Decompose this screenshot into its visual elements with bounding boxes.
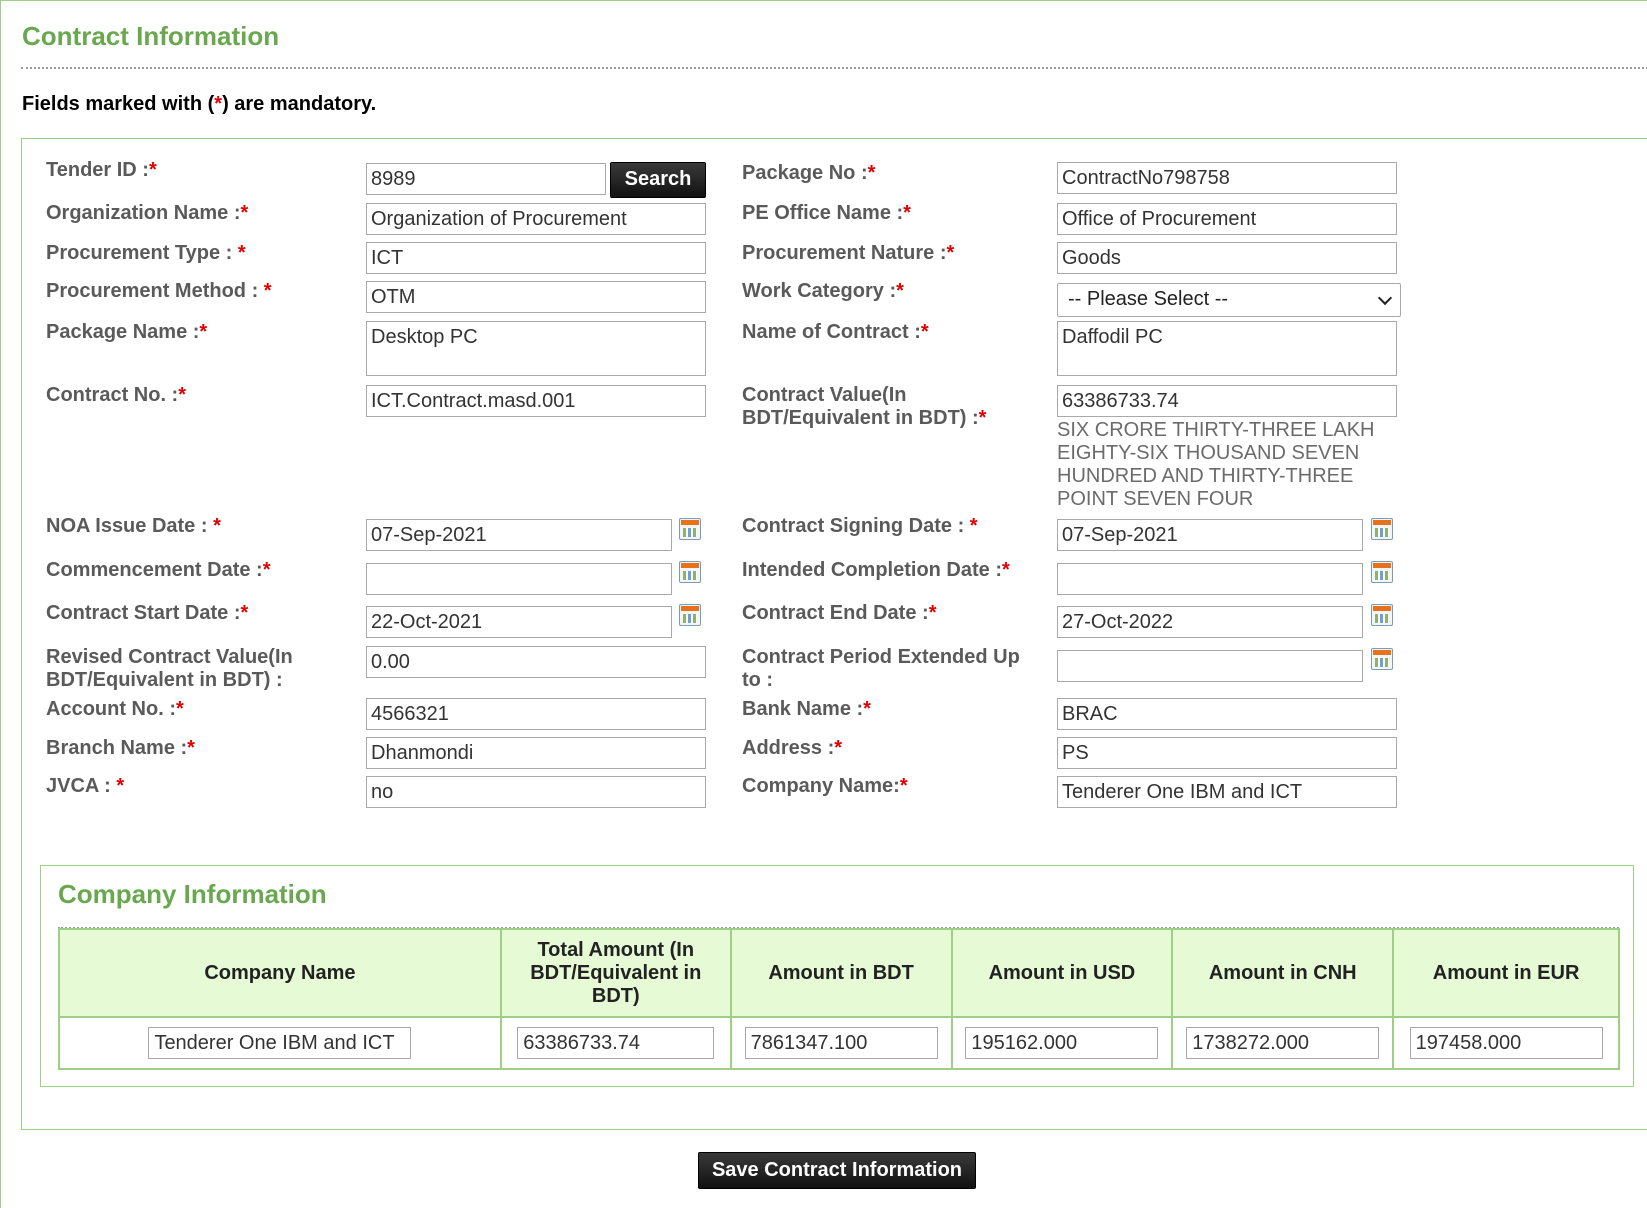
account-no-input[interactable]: 4566321: [366, 698, 706, 730]
cell-amount-cnh: [1172, 1017, 1393, 1069]
calendar-icon[interactable]: [1371, 561, 1393, 583]
noa-issue-date-input[interactable]: 07-Sep-2021: [366, 519, 672, 551]
contract-end-date-input[interactable]: 27-Oct-2022: [1057, 606, 1363, 638]
package-name-textarea[interactable]: Desktop PC: [366, 321, 706, 376]
total-amount-input[interactable]: 63386733.74: [517, 1027, 714, 1059]
amount-eur-input[interactable]: 197458.000: [1410, 1027, 1603, 1059]
organization-name-input[interactable]: Organization of Procurement: [366, 203, 706, 235]
label-package-name: Package Name :*: [46, 321, 208, 343]
cell-amount-usd: [952, 1017, 1173, 1069]
contract-period-extended-input[interactable]: [1057, 650, 1363, 682]
table-row: [59, 1017, 1619, 1069]
col-amount-eur: Amount in EUR: [1393, 929, 1619, 1017]
label-revised-contract-value: Revised Contract Value(In BDT/Equivalent in BDT) :: [46, 646, 293, 691]
col-total-amount: Total Amount (In BDT/Equivalent in BDT): [501, 929, 731, 1017]
mandatory-note-suffix: ) are mandatory.: [222, 93, 377, 115]
table-header-row: [59, 929, 1619, 1017]
col-amount-usd: Amount in USD: [952, 929, 1173, 1017]
procurement-type-input[interactable]: ICT: [366, 242, 706, 274]
mandatory-note: [22, 93, 376, 116]
address-input[interactable]: PS: [1057, 737, 1397, 769]
amount-bdt-input[interactable]: 7861347.100: [745, 1027, 938, 1059]
label-contract-no: Contract No. :*: [46, 384, 187, 406]
label-procurement-method: Procurement Method : *: [46, 280, 272, 302]
save-contract-button[interactable]: Save Contract Information: [698, 1152, 976, 1189]
required-star: *: [214, 93, 223, 115]
calendar-icon[interactable]: [1371, 604, 1393, 626]
label-name-of-contract: Name of Contract :*: [742, 321, 929, 343]
branch-name-input[interactable]: Dhanmondi: [366, 737, 706, 769]
company-section-title: Company Information: [58, 879, 327, 909]
name-of-contract-textarea[interactable]: Daffodil PC: [1057, 321, 1397, 376]
label-tender-id: Tender ID :*: [46, 159, 157, 181]
label-contract-value: Contract Value(In BDT/Equivalent in BDT) :*: [742, 384, 987, 429]
pe-office-name-input[interactable]: Office of Procurement: [1057, 203, 1397, 235]
bank-name-input[interactable]: BRAC: [1057, 698, 1397, 730]
calendar-icon[interactable]: [679, 518, 701, 540]
intended-completion-date-input[interactable]: [1057, 563, 1363, 595]
label-company-name: Company Name:*: [742, 775, 908, 797]
procurement-nature-input[interactable]: Goods: [1057, 242, 1397, 274]
label-pe-office-name: PE Office Name :*: [742, 202, 911, 224]
col-amount-bdt: Amount in BDT: [731, 929, 952, 1017]
label-package-no: Package No :*: [742, 162, 876, 184]
cell-total-amount: [501, 1017, 731, 1069]
revised-contract-value-input[interactable]: 0.00: [366, 646, 706, 678]
label-procurement-type: Procurement Type : *: [46, 242, 246, 264]
label-work-category: Work Category :*: [742, 280, 904, 302]
page-title: Contract Information: [22, 21, 280, 51]
contract-start-date-input[interactable]: 22-Oct-2021: [366, 606, 672, 638]
label-bank-name: Bank Name :*: [742, 698, 871, 720]
contract-value-in-words: SIX CRORE THIRTY-THREE LAKH EIGHTY-SIX THOUSAND SEVEN HUNDRED AND THIRTY-THREE POINT SEVEN FOUR: [1057, 419, 1375, 510]
procurement-method-input[interactable]: OTM: [366, 281, 706, 313]
company-name-cell-input[interactable]: Tenderer One IBM and ICT: [148, 1027, 411, 1059]
cell-amount-bdt: [731, 1017, 952, 1069]
label-organization-name: Organization Name :*: [46, 202, 249, 224]
label-address: Address :*: [742, 737, 843, 759]
calendar-icon[interactable]: [679, 604, 701, 626]
company-table: [58, 928, 1620, 1070]
calendar-icon[interactable]: [679, 561, 701, 583]
cell-company-name: [59, 1017, 501, 1069]
label-contract-period-extended: Contract Period Extended Up to :: [742, 646, 1020, 691]
mandatory-note-prefix: Fields marked with (: [22, 93, 215, 115]
label-intended-completion-date: Intended Completion Date :*: [742, 559, 1010, 581]
package-no-input[interactable]: ContractNo798758: [1057, 162, 1397, 194]
label-noa-issue-date: NOA Issue Date : *: [46, 515, 221, 537]
tender-id-input[interactable]: 8989: [366, 163, 606, 195]
cell-amount-eur: [1393, 1017, 1619, 1069]
label-contract-end-date: Contract End Date :*: [742, 602, 937, 624]
label-contract-signing-date: Contract Signing Date : *: [742, 515, 978, 537]
contract-value-input[interactable]: 63386733.74: [1057, 385, 1397, 417]
contract-no-input[interactable]: ICT.Contract.masd.001: [366, 385, 706, 417]
calendar-icon[interactable]: [1371, 518, 1393, 540]
commencement-date-input[interactable]: [366, 563, 672, 595]
calendar-icon[interactable]: [1371, 648, 1393, 670]
jvca-input[interactable]: no: [366, 776, 706, 808]
label-account-no: Account No. :*: [46, 698, 184, 720]
amount-cnh-input[interactable]: 1738272.000: [1186, 1027, 1379, 1059]
company-name-input[interactable]: Tenderer One IBM and ICT: [1057, 776, 1397, 808]
label-jvca: JVCA : *: [46, 775, 125, 797]
amount-usd-input[interactable]: 195162.000: [965, 1027, 1158, 1059]
search-button[interactable]: Search: [610, 162, 706, 198]
label-commencement-date: Commencement Date :*: [46, 559, 271, 581]
label-contract-start-date: Contract Start Date :*: [46, 602, 249, 624]
label-branch-name: Branch Name :*: [46, 737, 195, 759]
label-procurement-nature: Procurement Nature :*: [742, 242, 955, 264]
chevron-down-icon: [1378, 291, 1392, 305]
work-category-select[interactable]: [1057, 283, 1401, 317]
col-company-name: Company Name: [59, 929, 501, 1017]
title-divider: [21, 67, 1647, 69]
work-category-selected: -- Please Select --: [1068, 288, 1229, 310]
contract-signing-date-input[interactable]: 07-Sep-2021: [1057, 519, 1363, 551]
col-amount-cnh: Amount in CNH: [1172, 929, 1393, 1017]
